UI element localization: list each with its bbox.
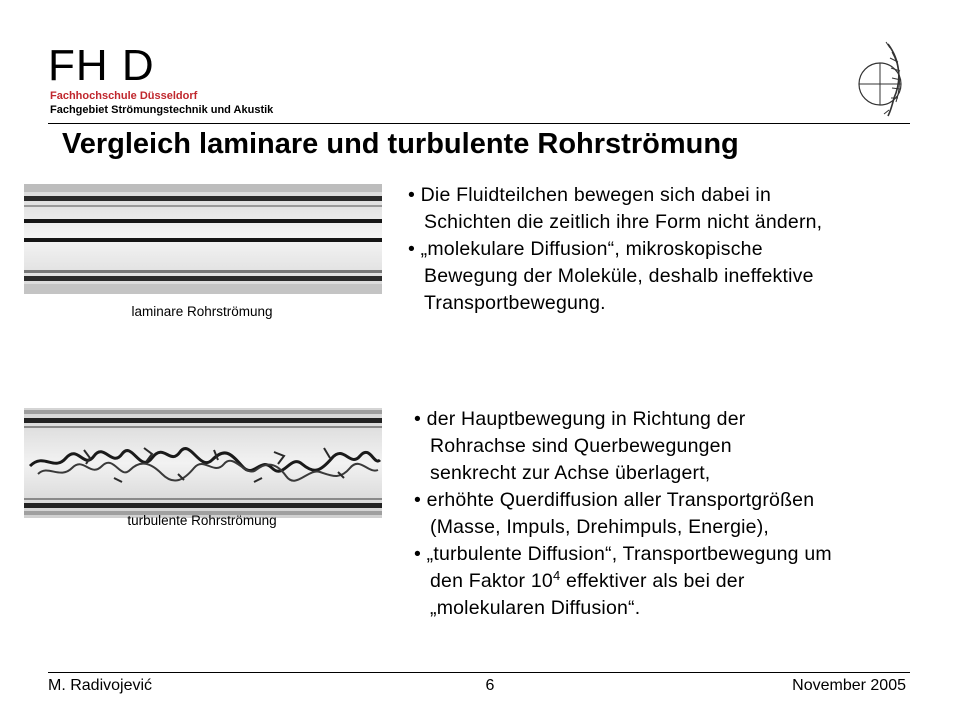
laminar-bullet-list bbox=[408, 182, 928, 317]
institution-name: Fachhochschule Düsseldorf bbox=[50, 90, 198, 102]
page-number: 6 bbox=[485, 677, 495, 694]
laminar-flow-image bbox=[24, 184, 382, 294]
footer-divider bbox=[48, 672, 910, 673]
footer-date: November 2005 bbox=[792, 677, 906, 694]
factor-text: den Faktor 10 bbox=[430, 570, 553, 592]
turbulent-bullet-1: • der Hauptbewegung in Richtung der bbox=[414, 408, 746, 430]
turbulent-bullet-3-cont bbox=[414, 568, 934, 595]
turbulent-bullet-list bbox=[414, 406, 934, 622]
footer-author: M. Radivojević bbox=[48, 677, 153, 694]
laminar-bullet-2-cont2: Transportbewegung. bbox=[424, 292, 606, 314]
turbulent-caption: turbulente Rohrströmung bbox=[127, 513, 277, 528]
turbulent-bullet-2: • erhöhte Querdiffusion aller Transportgrößen bbox=[414, 489, 815, 511]
logo-text: FH D bbox=[48, 41, 155, 90]
turbulent-bullet-3: • „turbulente Diffusion“, Transportbewegung um bbox=[414, 543, 832, 565]
laminar-bullet-1-cont: Schichten die zeitlich ihre Form nicht ändern, bbox=[424, 211, 823, 233]
turbulent-flow-image bbox=[24, 408, 382, 518]
factor-text-rest: effektiver als bei der bbox=[560, 570, 745, 592]
turbulent-bullet-2-cont: (Masse, Impuls, Drehimpuls, Energie), bbox=[430, 516, 770, 538]
department-name: Fachgebiet Strömungstechnik und Akustik bbox=[50, 104, 274, 116]
turbulent-bullet-3-cont2: „molekularen Diffusion“. bbox=[430, 597, 641, 619]
laminar-bullet-1: • Die Fluidteilchen bewegen sich dabei in bbox=[408, 184, 771, 206]
factor-exponent: 4 bbox=[552, 568, 561, 583]
laminar-bullet-2-cont: Bewegung der Moleküle, deshalb ineffektive bbox=[424, 265, 814, 287]
laminar-bullet-2: • „molekulare Diffusion“, mikroskopische bbox=[408, 238, 763, 260]
slide-title: Vergleich laminare und turbulente Rohrströmung bbox=[62, 128, 739, 160]
turbulent-bullet-1-cont2: senkrecht zur Achse überlagert, bbox=[430, 462, 711, 484]
header-divider bbox=[48, 123, 910, 124]
laminar-caption: laminare Rohrströmung bbox=[131, 304, 273, 319]
turbulent-bullet-1-cont: Rohrachse sind Querbewegungen bbox=[430, 435, 732, 457]
emblem-icon bbox=[850, 40, 916, 118]
